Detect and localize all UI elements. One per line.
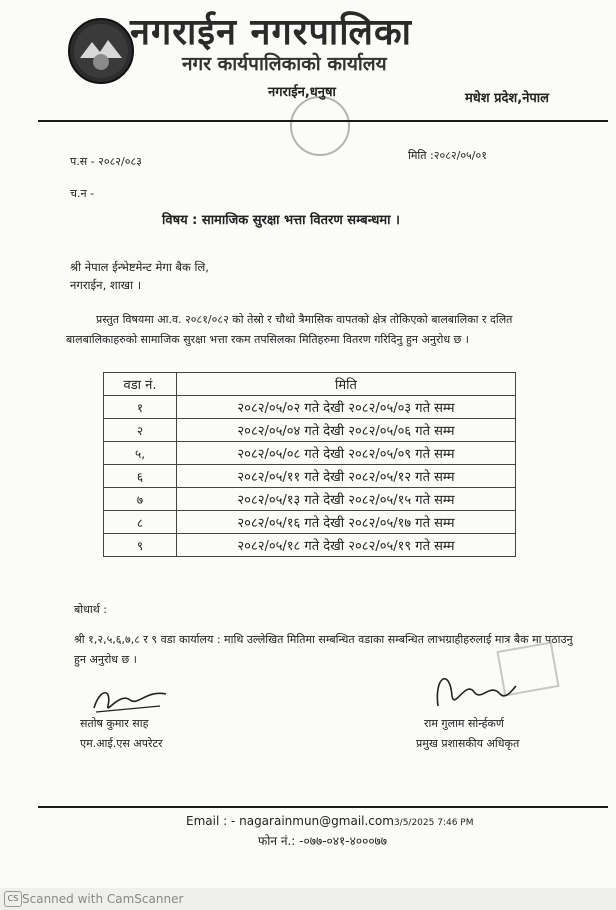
ward-cell: १ — [104, 396, 177, 419]
date-range-cell: २०८२/०५/०८ गते देखी २०८२/०५/०९ गते सम्म — [177, 442, 516, 465]
table-row — [104, 442, 516, 465]
left-signatory-name: सतोष कुमार साह — [80, 717, 149, 730]
ward-cell: ९ — [104, 534, 177, 557]
right-signatory-name: राम गुलाम सोर्न्हकर्ण — [424, 717, 504, 730]
org-subtitle: नगर कार्यपालिकाको कार्यालय — [182, 53, 387, 75]
org-province: मधेश प्रदेश,नेपाल — [465, 91, 549, 106]
table-row — [104, 419, 516, 442]
header-divider — [38, 120, 608, 122]
date-range-cell: २०८२/०५/०२ गते देखी २०८२/०५/०३ गते सम्म — [177, 396, 516, 419]
date-range-cell: २०८२/०५/१८ गते देखी २०८२/०५/१९ गते सम्म — [177, 534, 516, 557]
column-header-date: मिति — [177, 373, 516, 396]
letter-subject: विषय : सामाजिक सुरक्षा भत्ता वितरण सम्बन्धमा । — [162, 213, 400, 228]
table-row — [104, 488, 516, 511]
table-row — [104, 511, 516, 534]
cc-heading: बोधार्थ : — [74, 603, 107, 616]
letter-date: मिति :२०८२/०५/०१ — [408, 149, 487, 162]
municipality-emblem-icon — [68, 18, 134, 84]
distribution-schedule-table — [103, 372, 516, 557]
addressee-line-1: श्री नेपाल ईन्भेष्टमेन्ट मेगा बैक लि, — [70, 260, 209, 274]
letter-body: प्रस्तुत विषयमा आ.व. २०८१/०८२ को तेस्रो र चौथो त्रैमासिक वापतको क्षेत्र तोकिएको बालबालिका र दलित बालबालिकाहरुको सामाजिक सुरक्षा भत्ता रकम तपसिलका मितिहरुमा वितरण गरिदिनु हुन अनुरोध छ । — [66, 313, 513, 346]
left-signature-icon — [90, 684, 170, 718]
scan-timestamp: 3/5/2025 7:46 PM — [393, 818, 474, 828]
dispatch-number: च.न - — [70, 187, 95, 200]
footer-divider — [38, 806, 608, 808]
addressee-line-2: नगराईन, शाखा । — [70, 278, 142, 292]
scanner-label: Scanned with CamScanner — [22, 892, 184, 906]
contact-phone: फोन नं.: -०७७-०४१-४०००७७ — [258, 834, 388, 848]
date-range-cell: २०८२/०५/११ गते देखी २०८२/०५/१२ गते सम्म — [177, 465, 516, 488]
table-row — [104, 396, 516, 419]
date-range-cell: २०८२/०५/१३ गते देखी २०८२/०५/१५ गते सम्म — [177, 488, 516, 511]
table-header-row — [104, 373, 516, 396]
date-range-cell: २०८२/०५/१६ गते देखी २०८२/०५/१७ गते सम्म — [177, 511, 516, 534]
left-signatory-designation: एम.आई.एस अपरेटर — [80, 737, 163, 750]
right-signatory-designation: प्रमुख प्रशासकीय अधिकृत — [416, 737, 520, 750]
ward-cell: ७ — [104, 488, 177, 511]
table-row — [104, 465, 516, 488]
email-text: Email : - nagarainmun@gmail.com — [186, 814, 394, 828]
camscanner-logo-icon: CS — [4, 891, 22, 907]
org-title: नगराईन नगरपालिका — [130, 12, 412, 53]
reference-number: प.स - २०८२/०८३ — [70, 155, 142, 168]
contact-email — [186, 814, 473, 828]
office-stamp-icon — [290, 96, 350, 156]
table-row — [104, 534, 516, 557]
ward-cell: ६ — [104, 465, 177, 488]
org-city: नगराईन,धनुषा — [268, 85, 336, 100]
ward-cell: ८ — [104, 511, 177, 534]
cc-text: श्री १,२,५,६,७,८ र ९ वडा कार्यालय : माथि उल्लेखित मितिमा सम्बन्धित वडाका सम्बन्धित लाभग्राहीहरुलाई मात्र बैक मा पठाउनु हुन अनुरोध छ । — [74, 633, 573, 666]
right-signature-icon — [430, 666, 520, 712]
date-range-cell: २०८२/०५/०४ गते देखी २०८२/०५/०६ गते सम्म — [177, 419, 516, 442]
column-header-ward: वडा नं. — [104, 373, 177, 396]
ward-cell: ५, — [104, 442, 177, 465]
ward-cell: २ — [104, 419, 177, 442]
